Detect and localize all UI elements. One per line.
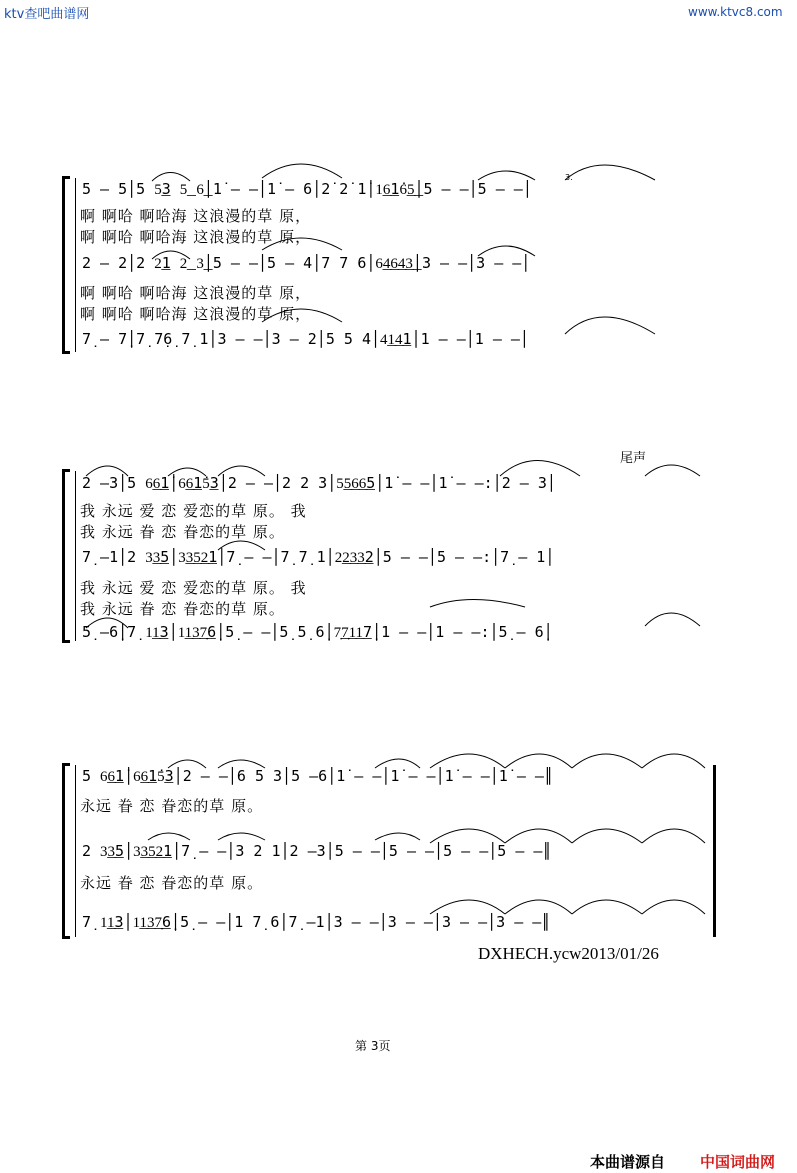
slur — [430, 600, 525, 608]
slur — [375, 759, 420, 768]
tie — [500, 461, 580, 477]
system-1-lyric-3: 啊 啊哈 啊哈海 这浪漫的草 原， — [80, 284, 312, 302]
slur — [152, 173, 190, 182]
tie — [430, 754, 505, 768]
page-number: 第 3页 — [355, 1039, 391, 1053]
system-1-lyric-1: 啊 啊哈 啊哈海 这浪漫的草 原， — [80, 207, 312, 225]
slur — [86, 466, 128, 476]
system-3-lyric-1: 永远 眷 恋 眷恋的草 原。 — [80, 797, 264, 815]
tie — [642, 900, 705, 914]
slur — [168, 760, 206, 768]
system-1-alto-notes: 2 – 2│2 2͟1 2͟ 3͟│5 – –│5 – 4│7 7 6│6͟4͟6͟4͟3͟│3 – –│3 – –│ — [82, 254, 531, 272]
slur — [478, 171, 535, 180]
tie — [642, 829, 705, 843]
slur — [478, 246, 535, 256]
system-1-lyric-2: 啊 啊哈 啊哈海 这浪漫的草 原， — [80, 228, 312, 246]
system-3-soprano-notes: 5 6͟6͟1̇│6͟6͟1̇5͟3│2 – –│6 5 3│5 –6│1̇ – –│1̇ – –│1̇ – –│1̇ – –║ — [82, 767, 553, 785]
system-2-lyric-3: 我 永远 爱 恋 爱恋的草 原。 我 — [80, 579, 307, 597]
tie — [262, 309, 342, 322]
footer-source-label: 本曲谱源自 — [590, 1153, 666, 1171]
slur — [645, 465, 700, 476]
slur — [218, 466, 265, 476]
slur — [218, 760, 265, 768]
slur — [86, 618, 128, 628]
system-2-bass-notes: 5̣ –6̣│7̣ 1͟1͟3│1͟1͟3͟7̣͟6̣│5̣ – –│5̣ 5̣ 6̣│7̣͟7̣͟1͟1͟7̣│1 – –│1 – –:│5̣ – 6̣│ — [82, 623, 553, 641]
header-left-logo[interactable]: ktv查吧曲谱网 — [4, 7, 90, 22]
tie — [505, 754, 572, 768]
tie — [430, 829, 505, 843]
tie — [565, 317, 655, 334]
system-2-lyric-2: 我 永远 眷 恋 眷恋的草 原。 — [80, 523, 285, 541]
system-2-lyric-4: 我 永远 眷 恋 眷恋的草 原。 — [80, 600, 285, 618]
tie — [572, 900, 642, 914]
tie — [572, 829, 642, 843]
tie — [262, 238, 342, 250]
system-1-soprano-notes: 5 – 5│5 5͟3 5͟ 6͟│1̇ – –│1̇ – 6│2̇ 2̇ 1̇│1͟6͟1̇6͟5͟│5 – –│5 – –│ — [82, 180, 532, 198]
system-1-bass-notes: 7̣ – 7̣│7̣ 7̣6̣ 7̣ 1│3 – –│3 – 2│5 5 4│4͟1͟4͟1│1 – –│1 – –│ — [82, 330, 529, 348]
tie — [642, 754, 705, 768]
tie — [572, 754, 642, 768]
arranger-signature: DXHECH.ycw2013/01/26 — [478, 944, 659, 963]
slur — [168, 468, 206, 476]
slur — [645, 613, 700, 626]
tie — [505, 900, 572, 914]
system-3-bass-notes: 7̣ 1͟1͟3│1͟1͟3͟7̣͟6̣│5̣ – –│1 7̣ 6│7̣ –1│3 – –│3 – –│3 – –│3 – –║ — [82, 913, 551, 931]
system-2-alto-notes: 7̣ –1│2 3͟3͟5│3͟3͟5͟2͟1│7̣ – –│7̣ 7̣ 1│2͟2͟3͟3͟2│5 – –│5 – –:│7̣ – 1│ — [82, 548, 555, 566]
tie — [505, 829, 572, 843]
slur — [152, 251, 190, 259]
system-3-alto-notes: 2 3͟3͟5│3͟3͟5͟2͟1│7̣ – –│3 2 1│2 –3│5 – –│5 – –│5 – –│5 – –║ — [82, 842, 552, 860]
slur — [218, 833, 265, 840]
volta-mark: 3. — [565, 173, 573, 182]
header-right-url[interactable]: www.ktvc8.com — [688, 5, 783, 19]
tie — [262, 164, 342, 178]
coda-marker: 尾声 — [620, 451, 647, 466]
system-3-lyric-2: 永远 眷 恋 眷恋的草 原。 — [80, 874, 264, 892]
footer-site-link[interactable]: 中国词曲网 — [700, 1153, 776, 1171]
system-1-lyric-4: 啊 啊哈 啊哈海 这浪漫的草 原， — [80, 305, 312, 323]
slur — [218, 541, 265, 550]
system-2-soprano-notes: 2 –3│5 6͟6͟1̇│6͟6͟1̇5͟3│2 – –│2 2 3│5͟5͟6͟6͟5│1̇ – –│1̇ – –:│2 – 3│ — [82, 474, 556, 492]
slur — [375, 833, 420, 840]
system-2-lyric-1: 我 永远 爱 恋 爱恋的草 原。 我 — [80, 502, 307, 520]
tie — [565, 165, 655, 180]
tie — [430, 900, 505, 914]
slur — [148, 833, 190, 840]
